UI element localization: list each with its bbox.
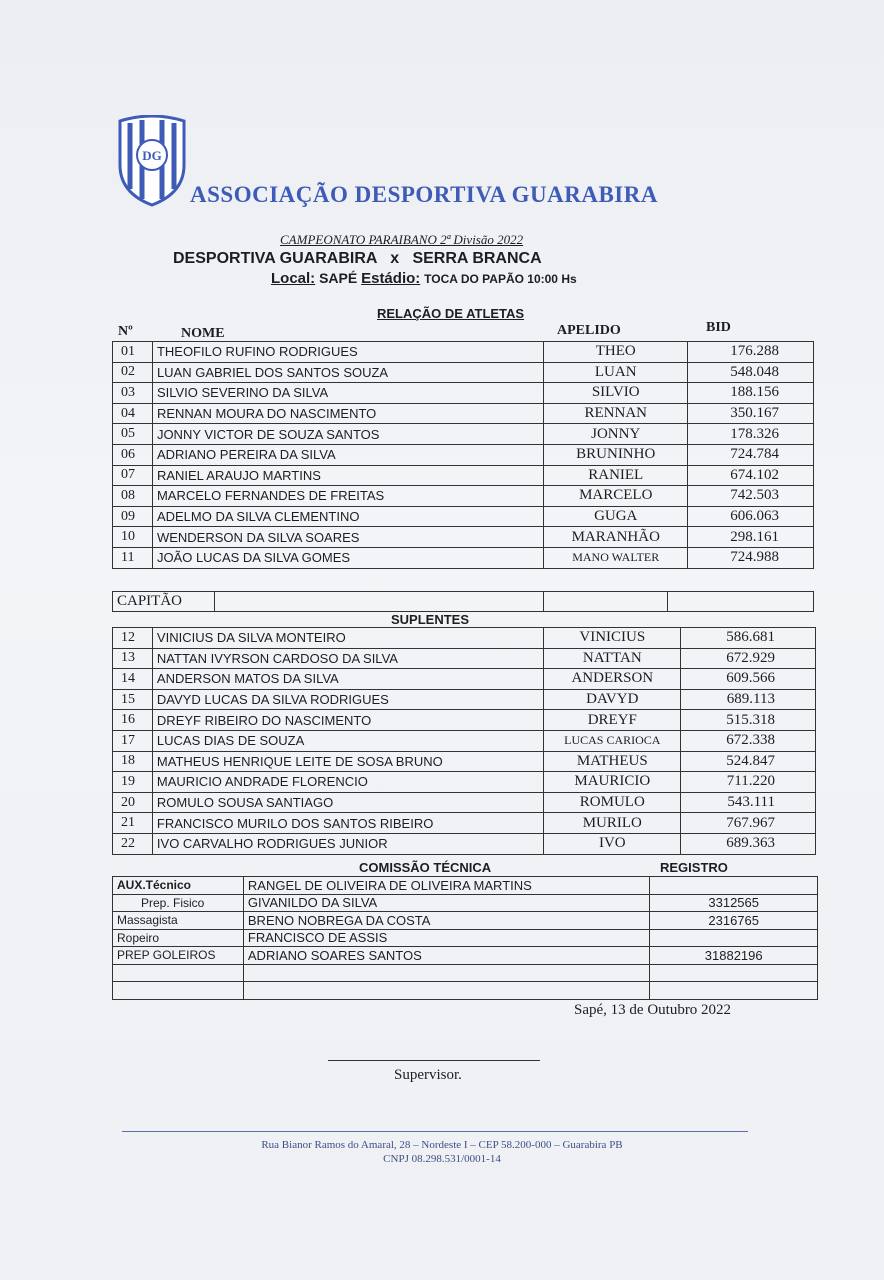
player-nickname: MARCELO [544, 486, 688, 507]
footer-divider [122, 1131, 748, 1132]
player-number: 07 [113, 465, 153, 486]
player-bid: 672.929 [681, 648, 816, 669]
player-number: 06 [113, 444, 153, 465]
player-name: LUAN GABRIEL DOS SANTOS SOUZA [152, 362, 543, 383]
player-nickname: RANIEL [544, 465, 688, 486]
captain-name-cell [214, 592, 543, 612]
home-team: DESPORTIVA GUARABIRA [173, 250, 377, 267]
player-nickname: MANO WALTER [544, 547, 688, 568]
substitutes-heading: SUPLENTES [391, 612, 470, 627]
signature-line [328, 1060, 540, 1061]
player-number: 05 [113, 424, 153, 445]
footer-cnpj: CNPJ 08.298.531/0001-14 [383, 1153, 501, 1165]
col-num-header: Nº [118, 324, 133, 339]
player-nickname: SILVIO [544, 383, 688, 404]
player-name: LUCAS DIAS DE SOUZA [152, 730, 543, 751]
substitute-row [113, 689, 816, 710]
substitute-row [113, 710, 816, 731]
staff-row [113, 982, 818, 1000]
staff-name: FRANCISCO DE ASSIS [243, 929, 650, 947]
player-bid: 711.220 [681, 772, 816, 793]
local-value: SAPÉ [319, 270, 358, 286]
captain-bid-cell [668, 592, 814, 612]
staff-role [113, 964, 244, 982]
player-bid: 724.784 [688, 444, 814, 465]
player-name: RENNAN MOURA DO NASCIMENTO [152, 403, 543, 424]
player-name: VINICIUS DA SILVA MONTEIRO [152, 628, 543, 649]
starter-row [113, 342, 814, 363]
player-number: 16 [113, 710, 153, 731]
document-date: Sapé, 13 de Outubro 2022 [574, 1002, 732, 1018]
starters-table [112, 341, 814, 569]
player-nickname: VINICIUS [544, 628, 681, 649]
player-name: NATTAN IVYRSON CARDOSO DA SILVA [152, 648, 543, 669]
player-number: 09 [113, 506, 153, 527]
staff-name [243, 982, 650, 1000]
player-name: MATHEUS HENRIQUE LEITE DE SOSA BRUNO [152, 751, 543, 772]
player-number: 04 [113, 403, 153, 424]
substitutes-table [112, 627, 816, 855]
player-number: 18 [113, 751, 153, 772]
starter-row [113, 403, 814, 424]
player-number: 19 [113, 772, 153, 793]
staff-registry [650, 964, 818, 982]
player-name: JONNY VICTOR DE SOUZA SANTOS [152, 424, 543, 445]
player-name: RANIEL ARAUJO MARTINS [152, 465, 543, 486]
versus: x [390, 250, 400, 267]
player-name: DREYF RIBEIRO DO NASCIMENTO [152, 710, 543, 731]
player-bid: 767.967 [681, 813, 816, 834]
stadium-value: TOCA DO PAPÃO 10:00 Hs [424, 272, 577, 286]
substitute-row [113, 730, 816, 751]
player-nickname: NATTAN [544, 648, 681, 669]
player-nickname: LUCAS CARIOCA [544, 730, 681, 751]
player-bid: 689.363 [681, 833, 816, 854]
staff-row [113, 877, 818, 895]
player-number: 02 [113, 362, 153, 383]
staff-row [113, 947, 818, 965]
staff-row [113, 912, 818, 930]
player-number: 20 [113, 792, 153, 813]
starter-row [113, 383, 814, 404]
player-nickname: JONNY [544, 424, 688, 445]
player-bid: 350.167 [688, 403, 814, 424]
staff-name: RANGEL DE OLIVEIRA DE OLIVEIRA MARTINS [243, 877, 650, 895]
substitute-row [113, 628, 816, 649]
player-number: 14 [113, 669, 153, 690]
player-nickname: MATHEUS [544, 751, 681, 772]
staff-heading: COMISSÃO TÉCNICA [359, 860, 492, 875]
player-bid: 689.113 [681, 689, 816, 710]
player-bid: 298.161 [688, 527, 814, 548]
player-bid: 674.102 [688, 465, 814, 486]
staff-table [112, 876, 818, 1000]
signature-label: Supervisor. [394, 1067, 462, 1083]
staff-registry: 31882196 [650, 947, 818, 965]
staff-role: Massagista [113, 912, 244, 930]
player-number: 12 [113, 628, 153, 649]
player-name: DAVYD LUCAS DA SILVA RODRIGUES [152, 689, 543, 710]
player-bid: 606.063 [688, 506, 814, 527]
player-nickname: ROMULO [544, 792, 681, 813]
player-nickname: IVO [544, 833, 681, 854]
away-team: SERRA BRANCA [412, 250, 542, 267]
player-name: JOÃO LUCAS DA SILVA GOMES [152, 547, 543, 568]
player-number: 08 [113, 486, 153, 507]
staff-name: BRENO NOBREGA DA COSTA [243, 912, 650, 930]
starter-row [113, 527, 814, 548]
player-nickname: MURILO [544, 813, 681, 834]
player-name: FRANCISCO MURILO DOS SANTOS RIBEIRO [152, 813, 543, 834]
player-name: MARCELO FERNANDES DE FREITAS [152, 486, 543, 507]
substitute-row [113, 792, 816, 813]
staff-name [243, 964, 650, 982]
col-name-header: NOME [181, 326, 225, 341]
player-name: ADELMO DA SILVA CLEMENTINO [152, 506, 543, 527]
col-nick-header: APELIDO [557, 323, 621, 338]
player-number: 11 [113, 547, 153, 568]
staff-registry: 3312565 [650, 894, 818, 912]
player-nickname: THEO [544, 342, 688, 363]
substitute-row [113, 648, 816, 669]
player-nickname: ANDERSON [544, 669, 681, 690]
club-name: ASSOCIAÇÃO DESPORTIVA GUARABIRA [190, 182, 658, 207]
player-bid: 548.048 [688, 362, 814, 383]
substitute-row [113, 772, 816, 793]
player-name: WENDERSON DA SILVA SOARES [152, 527, 543, 548]
staff-name: GIVANILDO DA SILVA [243, 894, 650, 912]
player-bid: 724.988 [688, 547, 814, 568]
player-name: ROMULO SOUSA SANTIAGO [152, 792, 543, 813]
substitute-row [113, 751, 816, 772]
player-bid: 543.111 [681, 792, 816, 813]
player-number: 03 [113, 383, 153, 404]
player-nickname: MAURICIO [544, 772, 681, 793]
stadium-label: Estádio: [361, 270, 421, 287]
starter-row [113, 486, 814, 507]
player-name: MAURICIO ANDRADE FLORENCIO [152, 772, 543, 793]
starter-row [113, 547, 814, 568]
player-name: ANDERSON MATOS DA SILVA [152, 669, 543, 690]
staff-row [113, 964, 818, 982]
championship-title: CAMPEONATO PARAIBANO 2ª Divisão 2022 [280, 232, 524, 247]
player-nickname: MARANHÃO [544, 527, 688, 548]
staff-row [113, 929, 818, 947]
player-name: IVO CARVALHO RODRIGUES JUNIOR [152, 833, 543, 854]
starter-row [113, 465, 814, 486]
player-bid: 609.566 [681, 669, 816, 690]
staff-row [113, 894, 818, 912]
venue-line [271, 270, 577, 287]
captain-row [113, 592, 814, 612]
player-number: 13 [113, 648, 153, 669]
registry-heading: REGISTRO [660, 860, 728, 875]
player-number: 21 [113, 813, 153, 834]
player-bid: 524.847 [681, 751, 816, 772]
player-name: THEOFILO RUFINO RODRIGUES [152, 342, 543, 363]
athletes-heading: RELAÇÃO DE ATLETAS [377, 306, 525, 321]
staff-name: ADRIANO SOARES SANTOS [243, 947, 650, 965]
local-label: Local: [271, 270, 316, 287]
player-number: 17 [113, 730, 153, 751]
player-name: SILVIO SEVERINO DA SILVA [152, 383, 543, 404]
staff-role: AUX.Técnico [113, 877, 244, 895]
starter-row [113, 506, 814, 527]
captain-label: CAPITÃO [113, 592, 215, 612]
player-nickname: RENNAN [544, 403, 688, 424]
staff-role: PREP GOLEIROS [113, 947, 244, 965]
col-bid-header: BID [706, 320, 731, 335]
staff-registry [650, 982, 818, 1000]
player-name: ADRIANO PEREIRA DA SILVA [152, 444, 543, 465]
substitute-row [113, 833, 816, 854]
substitute-row [113, 813, 816, 834]
starter-row [113, 424, 814, 445]
footer-address: Rua Bianor Ramos do Amaral, 28 – Nordeste I – CEP 58.200-000 – Guarabira PB [261, 1139, 623, 1151]
staff-role: Ropeiro [113, 929, 244, 947]
substitute-row [113, 669, 816, 690]
player-bid: 742.503 [688, 486, 814, 507]
player-bid: 188.156 [688, 383, 814, 404]
player-nickname: LUAN [544, 362, 688, 383]
starter-row [113, 362, 814, 383]
staff-role: Prep. Fisico [113, 894, 244, 912]
captain-table [112, 591, 814, 612]
staff-registry: 2316765 [650, 912, 818, 930]
player-nickname: BRUNINHO [544, 444, 688, 465]
player-bid: 586.681 [681, 628, 816, 649]
player-nickname: DAVYD [544, 689, 681, 710]
player-bid: 176.288 [688, 342, 814, 363]
logo-lettering: DG [142, 148, 162, 163]
player-bid: 515.318 [681, 710, 816, 731]
player-number: 22 [113, 833, 153, 854]
player-nickname: GUGA [544, 506, 688, 527]
staff-role [113, 982, 244, 1000]
player-number: 01 [113, 342, 153, 363]
staff-registry [650, 877, 818, 895]
player-bid: 672.338 [681, 730, 816, 751]
captain-nick-cell [544, 592, 668, 612]
staff-registry [650, 929, 818, 947]
club-crest-logo [114, 115, 190, 207]
player-number: 10 [113, 527, 153, 548]
player-nickname: DREYF [544, 710, 681, 731]
starter-row [113, 444, 814, 465]
match-title [173, 250, 542, 268]
player-number: 15 [113, 689, 153, 710]
player-bid: 178.326 [688, 424, 814, 445]
